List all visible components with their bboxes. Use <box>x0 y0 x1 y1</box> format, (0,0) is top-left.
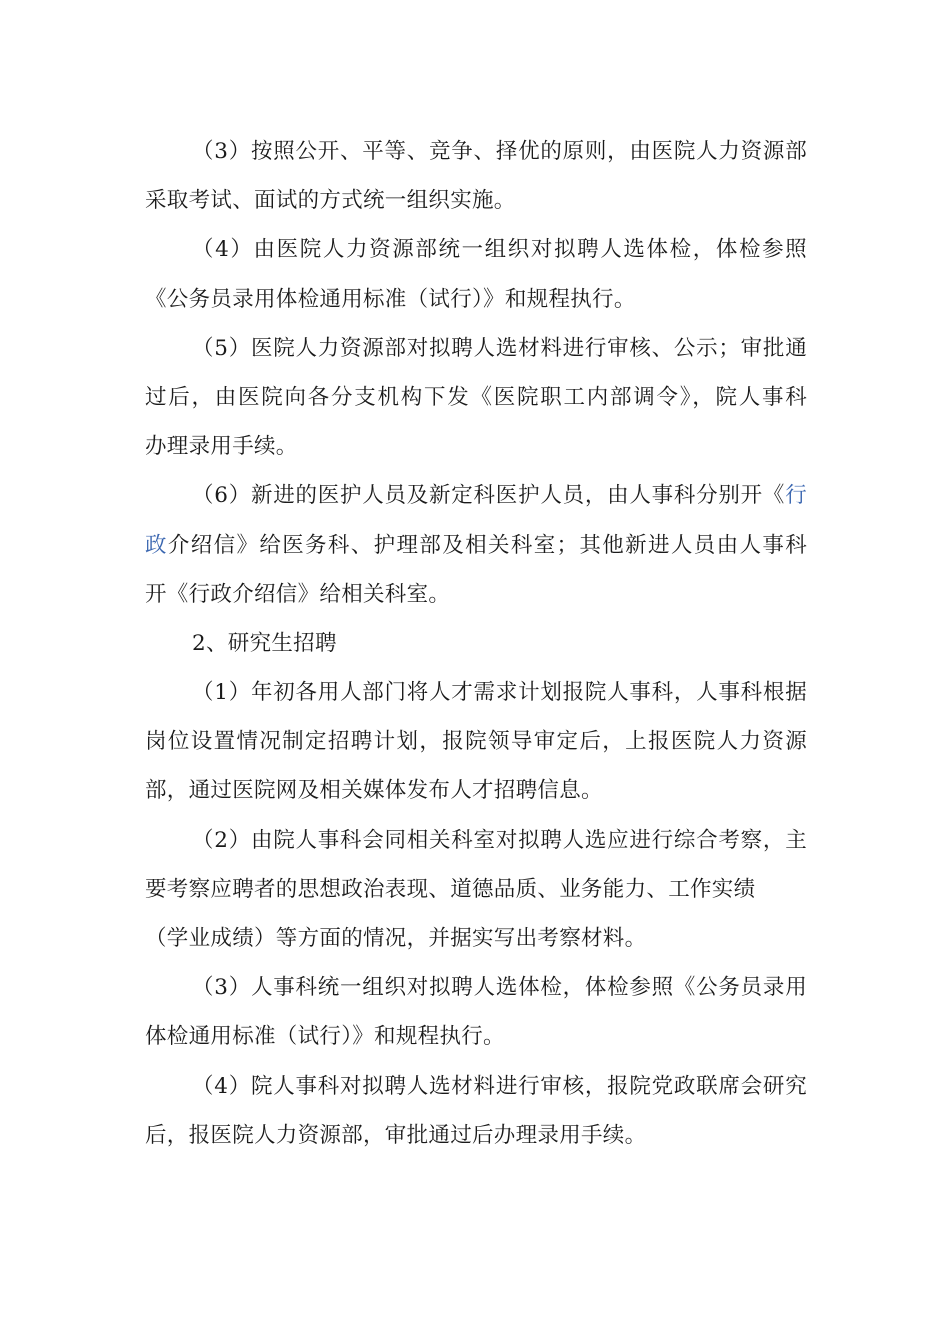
text-line: 采取考试、面试的方式统一组织实施。 <box>145 188 516 214</box>
paragraph-recruit-3 <box>145 127 807 225</box>
text-line: 《公务员录用体检通用标准（试行）》和规程执行。 <box>145 286 636 312</box>
document-page <box>145 127 807 1160</box>
text-line: （3）按照公开、平等、竞争、择优的原则，由医院人力资源部 <box>192 139 807 164</box>
text-line: 体检通用标准（试行）》和规程执行。 <box>145 1024 505 1050</box>
paragraph-graduate-2 <box>145 816 807 964</box>
text-line: 部，通过医院网及相关媒体发布人才招聘信息。 <box>145 778 603 804</box>
text-line <box>145 471 807 520</box>
text-line: 后，报医院人力资源部，审批通过后办理录用手续。 <box>145 1122 647 1148</box>
intro-letter-link[interactable]: 政 <box>145 532 168 558</box>
text-line: （4）院人事科对拟聘人选材料进行审核，报院党政联席会研究 <box>192 1073 807 1099</box>
text-line: （2）由院人事科会同相关科室对拟聘人选应进行综合考察，主 <box>192 827 807 853</box>
text-line: （学业成绩）等方面的情况，并据实写出考察材料。 <box>145 926 647 951</box>
intro-letter-link[interactable]: 行 <box>785 483 807 509</box>
paragraph-graduate-4 <box>145 1062 807 1160</box>
text-line: （3）人事科统一组织对拟聘人选体检，体检参照《公务员录用 <box>192 975 807 1001</box>
section-heading-graduate-recruit <box>145 619 807 668</box>
paragraph-graduate-3 <box>145 963 807 1061</box>
text-line: （4）由医院人力资源部统一组织对拟聘人选体检，体检参照 <box>192 237 807 263</box>
text-segment: （6）新进的医护人员及新定科医护人员，由人事科分别开《 <box>192 483 786 509</box>
text-line: 岗位设置情况制定招聘计划，报院领导审定后，上报医院人力资源 <box>145 729 807 755</box>
paragraph-graduate-1 <box>145 668 807 816</box>
text-line: （5）医院人力资源部对拟聘人选材料进行审核、公示；审批通 <box>192 335 807 361</box>
text-line: （1）年初各用人部门将人才需求计划报院人事科，人事科根据 <box>192 680 807 706</box>
paragraph-recruit-4 <box>145 225 807 323</box>
paragraph-recruit-5 <box>145 324 807 472</box>
paragraph-recruit-6 <box>145 471 807 619</box>
text-line: 要考察应聘者的思想政治表现、道德品质、业务能力、工作实绩 <box>145 876 756 902</box>
section-heading: 2、研究生招聘 <box>192 630 337 656</box>
text-line: 开《行政介绍信》给相关科室。 <box>145 581 451 607</box>
text-line <box>145 521 807 570</box>
text-segment: 介绍信》给医务科、护理部及相关科室；其他新进人员由人事科 <box>167 532 807 558</box>
text-line: 过后，由医院向各分支机构下发《医院职工内部调令》，院人事科 <box>145 384 807 410</box>
text-line: 办理录用手续。 <box>145 434 298 460</box>
